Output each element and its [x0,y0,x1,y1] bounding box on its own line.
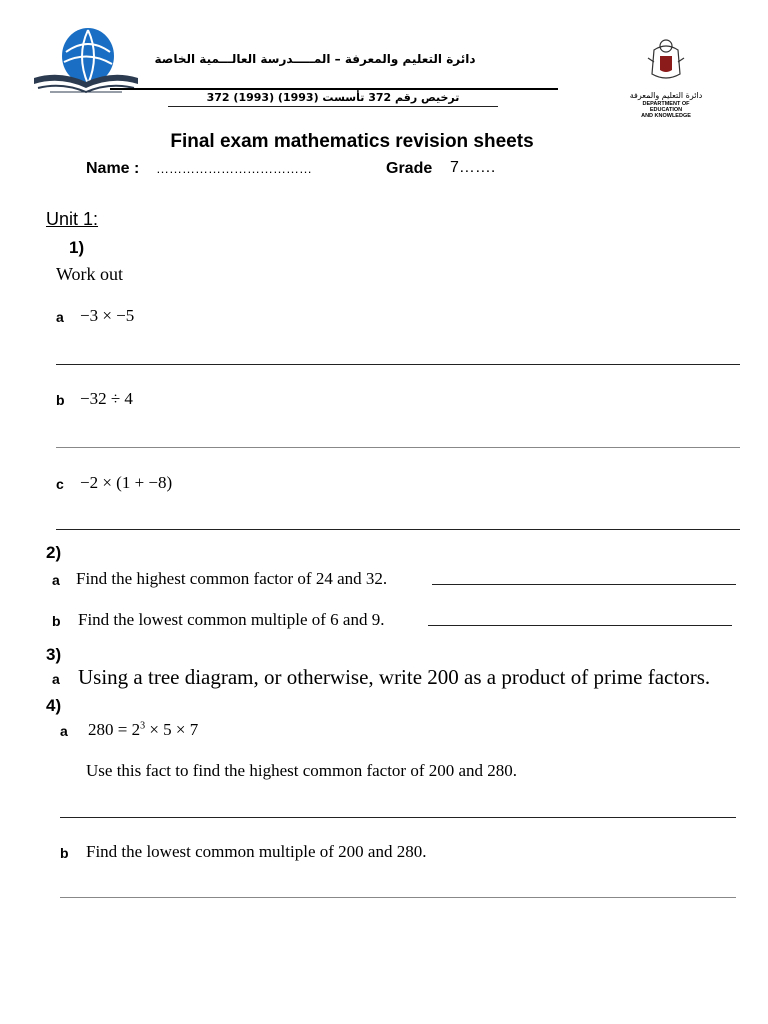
question-4-number: 4) [46,696,62,715]
question-3-number: 3) [46,645,62,664]
question-1b-text: −32 ÷ 4 [80,389,133,408]
name-label: Name : [86,160,140,177]
header-license-underline [168,106,498,107]
school-logo-icon [30,22,142,98]
answer-line-1b[interactable] [56,447,740,448]
department-logo [628,36,704,120]
question-1b-label: b [56,392,65,408]
school-logo [30,22,142,98]
answer-line-1a[interactable] [56,364,740,365]
question-2-number: 2) [46,543,62,562]
question-1-number: 1) [69,238,85,257]
grade-label: Grade [386,160,433,177]
question-1c-text: −2 × (1 + −8) [80,473,173,492]
answer-line-2a[interactable] [432,584,736,585]
question-1-intro: Work out [56,264,124,284]
header-license-line: ترخيص رقم 372 تأسست (1993) (1993) 372 [206,91,460,104]
equation-base: 280 = 2 [88,720,141,739]
name-field[interactable]: ……………………………… [156,161,312,176]
answer-line-1c[interactable] [56,529,740,530]
question-1a-label: a [56,309,64,325]
question-1c-label: c [56,476,64,492]
unit-heading: Unit 1: [46,209,99,229]
question-4a-label: a [60,723,68,739]
department-en-line1: DEPARTMENT OF EDUCATION [642,101,690,113]
question-1a-text: −3 × −5 [80,306,135,325]
question-4a-text: Use this fact to find the highest common factor of 200 and 280. [86,761,518,780]
question-4a-equation [88,720,198,740]
equation-rest: × 5 × 7 [145,720,199,739]
question-4b-label: b [60,845,69,861]
question-2a-label: a [52,572,60,588]
question-2b-text: Find the lowest common multiple of 6 and 9. [78,610,385,629]
equation-exponent: 3 [140,720,146,732]
answer-line-4b[interactable] [60,897,736,898]
falcon-emblem-icon [628,36,704,84]
question-2b-label: b [52,613,61,629]
header-arabic-title: دائرة التعليم والمعرفة – المـــــدرسة العالـــمية الخاصة [154,52,476,66]
department-arabic-name: دائرة التعليم والمعرفة [629,91,703,100]
answer-line-4a[interactable] [60,817,736,818]
grade-value[interactable]: 7……. [450,159,496,176]
question-4b-text: Find the lowest common multiple of 200 and 280. [86,842,427,861]
department-en-line2: AND KNOWLEDGE [641,113,691,119]
page-title: Final exam mathematics revision sheets [170,131,534,152]
question-2a-text: Find the highest common factor of 24 and 32. [76,569,388,588]
question-3a-text: Using a tree diagram, or otherwise, write 200 as a product of prime factors. [78,665,711,689]
header-rule [110,88,558,90]
answer-line-2b[interactable] [428,625,732,626]
question-3a-label: a [52,671,60,687]
